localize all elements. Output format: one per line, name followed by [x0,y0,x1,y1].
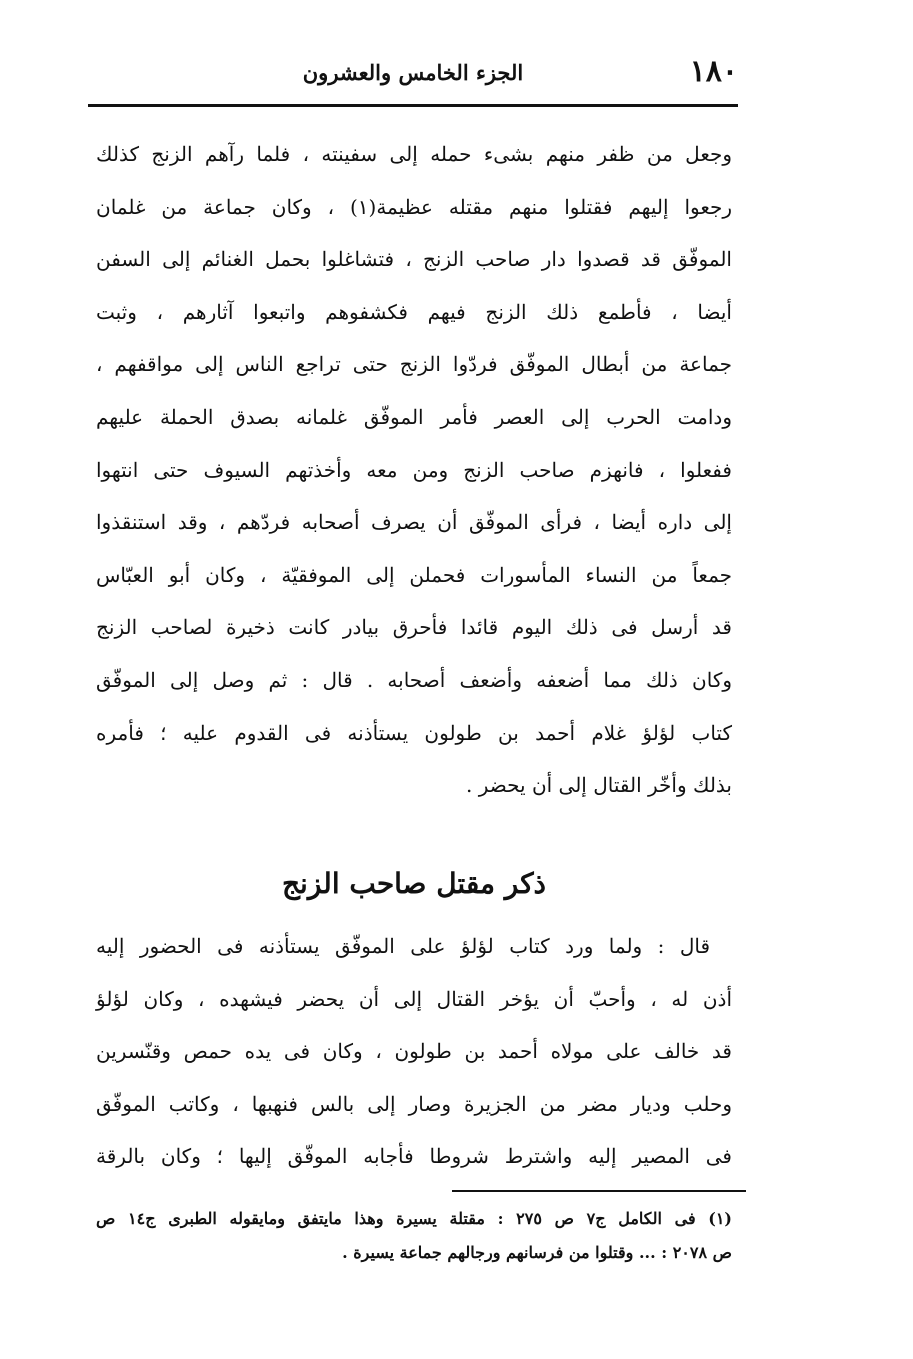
text-line: قد أرسل فى ذلك اليوم قائدا فأحرق بيادر كانت ذخيرة لصاحب الزنج [96,615,732,640]
page-number: ١٨٠ [689,54,738,89]
footnote-rule [452,1190,746,1192]
section-heading: ذكر مقتل صاحب الزنج [281,867,547,900]
text-line: قد خالف على مولاه أحمد بن طولون ، وكان فى يده حمص وقنّسرين [96,1039,732,1064]
text-line: أذن له ، وأحبّ أن يؤخر القتال إلى أن يحضر فيشهده ، وكان لؤلؤ [96,986,732,1011]
running-title: الجزء الخامس والعشرون [302,60,524,85]
text-line: وجعل من ظفر منهم بشىء حمله إلى سفينته ، فلما رآهم الزنج كذلك [96,142,732,166]
text-line: قال : ولما ورد كتاب لؤلؤ على الموفّق يستأذنه فى الحضور إليه [96,934,710,958]
text-line: فى المصير إليه واشترط شروطا فأجابه الموفّق إليها ؛ وكان بالرقة [96,1144,732,1169]
text-line: وكان ذلك مما أضعفه وأضعف أصحابه . قال : ثم وصل إلى الموفّق [96,667,732,692]
text-line: إلى داره أيضا ، فرأى الموفّق أن يصرف أصحابه فردّهم ، وقد استنقذوا [96,510,732,535]
text-line: رجعوا إليهم فقتلوا منهم مقتله عظيمة(١) ، وكان جماعة من غلمان [96,194,732,219]
running-header [88,52,738,98]
text-line: ففعلوا ، فانهزم صاحب الزنج ومن معه وأخذتهم السيوف حتى انتهوا [96,457,732,482]
footnotes [96,1202,732,1270]
text-line: بذلك وأخّر القتال إلى أن يحضر . [466,773,732,798]
text-line: ودامت الحرب إلى العصر فأمر الموفّق غلمانه بصدق الحملة عليهم [96,404,732,429]
text-line: أيضا ، فأطمع ذلك الزنج فيهم فكشفوهم واتبعوا آثارهم ، وثبت [96,299,732,324]
header-rule [88,104,738,107]
main-text-block [96,128,732,812]
text-line: كتاب لؤلؤ غلام أحمد بن طولون يستأذنه فى القدوم عليه ؛ فأمره [96,720,732,745]
footnote-line: (١) فى الكامل ج٧ ص ٢٧٥ : مقتلة يسيرة وهذا مايتفق ومايقوله الطبرى ج١٤ ص [96,1209,732,1228]
text-line: جماعة من أبطال الموفّق فردّوا الزنج حتى تراجع الناس إلى مواقفهم ، [96,352,733,377]
text-line: جمعاً من النساء المأسورات فحملن إلى الموفقيّة ، وكان أبو العبّاس [96,562,732,587]
text-line: الموفّق قد قصدوا دار صاحب الزنج ، فتشاغلوا بحمل الغنائم إلى السفن [96,247,732,272]
footnote-line: ص ٢٠٧٨ : ... وقتلوا من فرسانهم ورجالهم جماعة يسيرة . [342,1243,732,1262]
section-text-block [96,920,732,1183]
text-line: وحلب وديار مضر من الجزيرة وصار إلى بالس فنهبها ، وكاتب الموفّق [96,1091,732,1116]
